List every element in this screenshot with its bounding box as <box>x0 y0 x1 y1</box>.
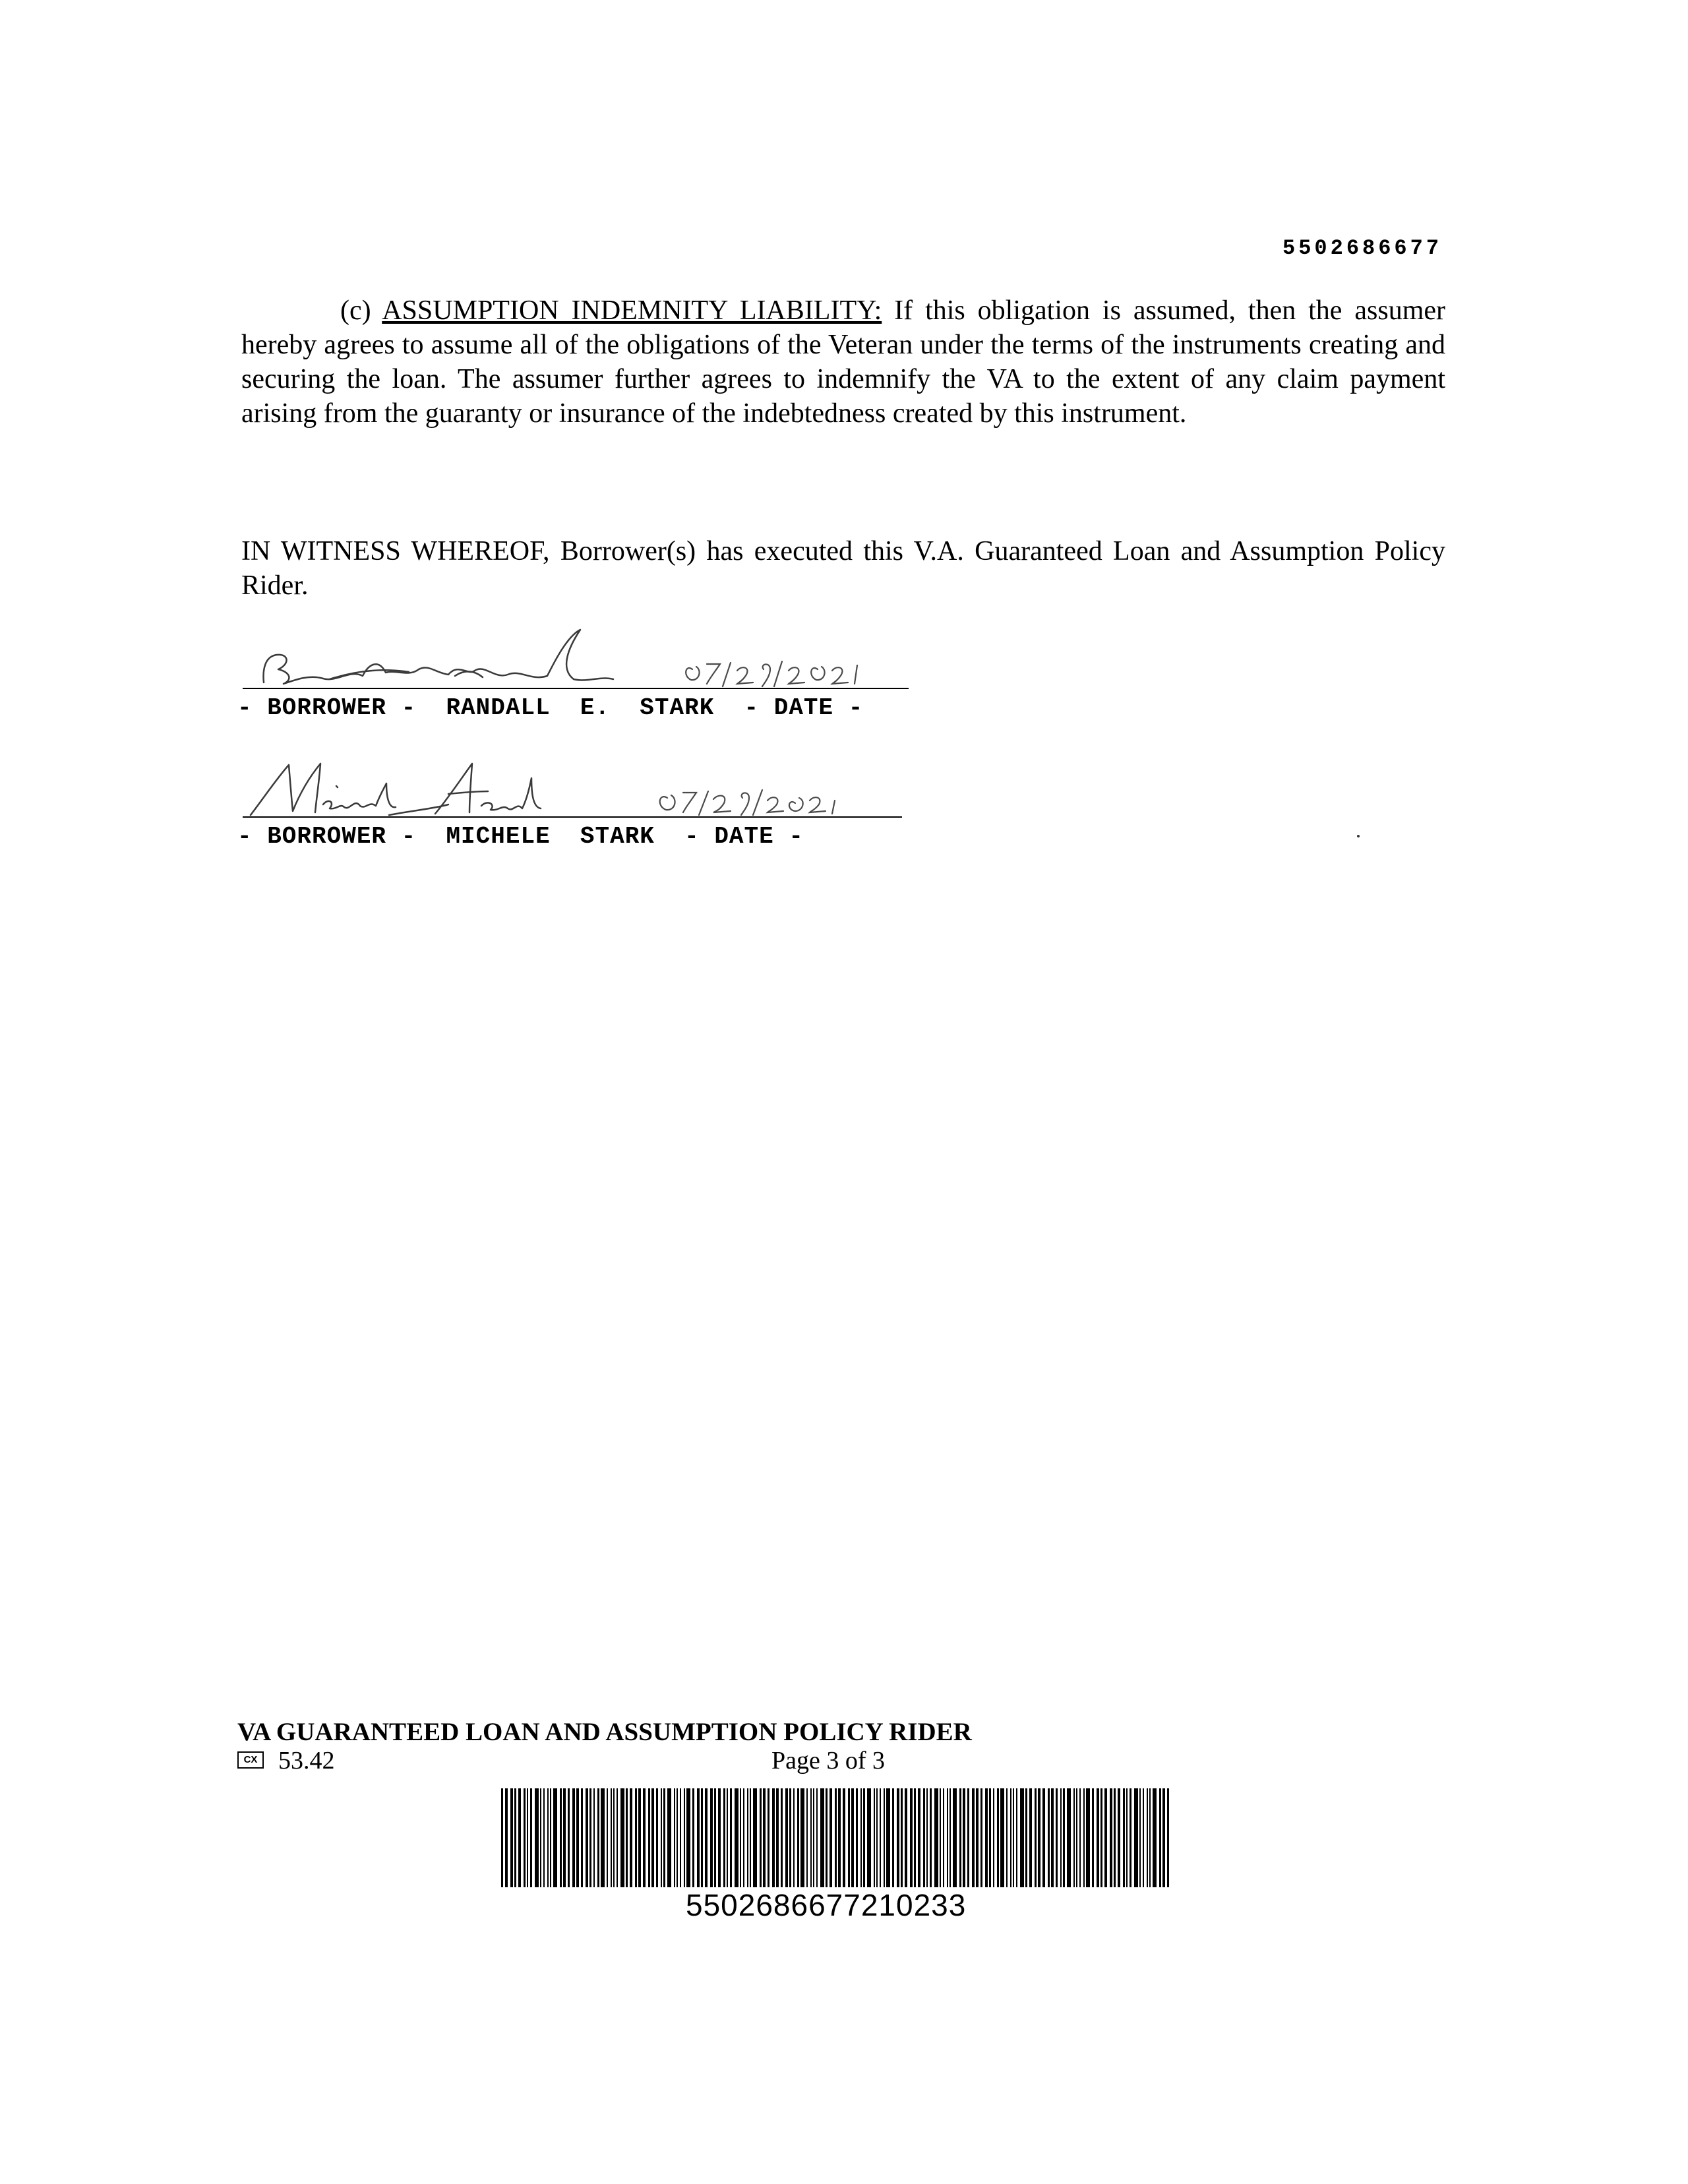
barcode-bar <box>684 1788 685 1887</box>
section-c-heading: ASSUMPTION INDEMNITY LIABILITY: <box>382 295 882 326</box>
barcode-bar <box>1086 1788 1090 1887</box>
barcode-bar <box>1029 1788 1032 1887</box>
barcode-bar <box>1042 1788 1045 1887</box>
barcode-bar <box>901 1788 903 1887</box>
barcode-bar <box>553 1788 557 1887</box>
barcode-bar <box>940 1788 941 1887</box>
barcode-bar <box>905 1788 907 1887</box>
barcode-bar <box>1038 1788 1040 1887</box>
barcode-bar <box>601 1788 605 1887</box>
barcode-bar <box>1092 1788 1094 1887</box>
barcode-bar <box>897 1788 899 1887</box>
barcode-bar <box>768 1788 769 1887</box>
barcode-bar <box>923 1788 925 1887</box>
barcode-bar <box>989 1788 991 1887</box>
barcode-bar <box>753 1788 757 1887</box>
barcode-bar <box>560 1788 562 1887</box>
barcode-bar <box>813 1788 814 1887</box>
barcode-bar <box>593 1788 595 1887</box>
barcode-bar <box>856 1788 858 1887</box>
barcode-bar <box>743 1788 744 1887</box>
barcode-bar <box>1147 1788 1148 1887</box>
barcode-bar <box>810 1788 812 1887</box>
barcode-bar <box>867 1788 871 1887</box>
barcode-bar <box>947 1788 948 1887</box>
barcode-bar <box>950 1788 951 1887</box>
barcode-bar <box>1076 1788 1077 1887</box>
barcode-bar <box>918 1788 920 1887</box>
barcode-bar <box>980 1788 982 1887</box>
barcode-bar <box>1167 1788 1169 1887</box>
barcode-bar <box>535 1788 539 1887</box>
page-number: Page 3 of 3 <box>771 1747 886 1774</box>
barcode-bar <box>1020 1788 1024 1887</box>
signature-area <box>237 752 963 818</box>
barcode-bar <box>1097 1788 1099 1887</box>
barcode-bar <box>572 1788 575 1887</box>
barcode-bar <box>997 1788 999 1887</box>
barcode-bar <box>806 1788 808 1887</box>
barcode-bar <box>892 1788 894 1887</box>
barcode-bar <box>829 1788 832 1887</box>
barcode-bar <box>648 1788 650 1887</box>
barcode-bar <box>643 1788 646 1887</box>
barcode-bar <box>1114 1788 1116 1887</box>
barcode-bar <box>776 1788 779 1887</box>
handwritten-signature-michele <box>237 752 963 818</box>
barcode-bar <box>993 1788 994 1887</box>
barcode-bar <box>800 1788 804 1887</box>
barcode-bar <box>723 1788 725 1887</box>
barcode-bar <box>972 1788 975 1887</box>
barcode-bar <box>820 1788 824 1887</box>
barcode-bar <box>1051 1788 1054 1887</box>
barcode-bar <box>651 1788 654 1887</box>
barcode-number: 5502686677210233 <box>686 1888 967 1922</box>
barcode-bar <box>1079 1788 1081 1887</box>
barcode-bar <box>851 1788 854 1887</box>
barcode-bar <box>505 1788 508 1887</box>
barcode-bar <box>848 1788 850 1887</box>
barcode-bar <box>630 1788 632 1887</box>
barcode-bar <box>1016 1788 1017 1887</box>
barcode-bar <box>886 1788 890 1887</box>
barcode-bar <box>876 1788 878 1887</box>
form-type-icon: CX <box>237 1751 264 1769</box>
barcode-bar <box>874 1788 875 1887</box>
barcode-bar <box>581 1788 583 1887</box>
barcode-bar <box>838 1788 841 1887</box>
section-c-prefix: (c) <box>340 295 382 326</box>
barcode-bar <box>1162 1788 1165 1887</box>
barcode-bar <box>518 1788 521 1887</box>
barcode-bar <box>530 1788 532 1887</box>
barcode-bar <box>611 1788 612 1887</box>
barcode-bar <box>563 1788 566 1887</box>
barcode-bar <box>1000 1788 1004 1887</box>
barcode-bar <box>718 1788 721 1887</box>
barcode-bar <box>686 1788 690 1887</box>
barcode-bar <box>910 1788 913 1887</box>
barcode-bar <box>747 1788 748 1887</box>
barcode-bar <box>727 1788 728 1887</box>
barcode-bar <box>781 1788 783 1887</box>
barcode-bar <box>543 1788 545 1887</box>
barcode-bar <box>816 1788 818 1887</box>
barcode-bar <box>527 1788 528 1887</box>
barcode-bar <box>1134 1788 1138 1887</box>
barcode-bar <box>674 1788 675 1887</box>
barcode-bar <box>638 1788 641 1887</box>
barcode-bar <box>550 1788 551 1887</box>
barcode-bar <box>1130 1788 1131 1887</box>
barcode-bar <box>540 1788 541 1887</box>
barcode-bar <box>589 1788 591 1887</box>
barcode <box>501 1788 1174 1887</box>
barcode-bar <box>884 1788 885 1887</box>
signature-caption-michele: - BORROWER - MICHELE STARK - DATE - <box>237 823 804 850</box>
barcode-bar <box>714 1788 716 1887</box>
barcode-bar <box>620 1788 624 1887</box>
barcode-bar <box>985 1788 988 1887</box>
barcode-bar <box>701 1788 703 1887</box>
barcode-bar <box>692 1788 694 1887</box>
barcode-bar <box>617 1788 618 1887</box>
barcode-bar <box>843 1788 845 1887</box>
signature-block-michele <box>237 752 963 850</box>
signature-line <box>243 816 902 818</box>
section-c-body: If this obligation is assumed, then the assumer hereby agrees to assume all of the obligations of the Veteran under the terms of the instruments creating and securing the loan. The assumer further agrees to indemnify the VA to the extent of any claim payment arising from the guaranty or insurance of the indebtedness created by this instrument. <box>241 295 1445 429</box>
barcode-bar <box>1060 1788 1062 1887</box>
barcode-bar <box>1123 1788 1125 1887</box>
barcode-bar <box>1149 1788 1151 1887</box>
barcode-bar <box>926 1788 928 1887</box>
barcode-bar <box>1073 1788 1075 1887</box>
signature-caption-randall: - BORROWER - RANDALL E. STARK - DATE - <box>237 694 864 721</box>
witness-paragraph: IN WITNESS WHEREOF, Borrower(s) has executed this V.A. Guaranteed Loan and Assumption Policy Rider. <box>241 536 1445 601</box>
barcode-bar <box>763 1788 766 1887</box>
barcode-bar <box>1048 1788 1050 1887</box>
barcode-bar <box>663 1788 665 1887</box>
barcode-bar <box>514 1788 516 1887</box>
barcode-bar <box>1010 1788 1011 1887</box>
barcode-bar <box>835 1788 837 1887</box>
barcode-bar <box>524 1788 526 1887</box>
barcode-bar <box>597 1788 599 1887</box>
barcode-bar <box>1159 1788 1161 1887</box>
barcode-bar <box>860 1788 862 1887</box>
signature-block-randall <box>237 623 963 721</box>
barcode-bar <box>680 1788 681 1887</box>
barcode-bar <box>959 1788 961 1887</box>
barcode-bar <box>1063 1788 1065 1887</box>
barcode-bar <box>501 1788 503 1887</box>
barcode-bar <box>656 1788 658 1887</box>
barcode-bar <box>1139 1788 1141 1887</box>
barcode-bar <box>793 1788 795 1887</box>
barcode-bar <box>1118 1788 1120 1887</box>
barcode-bar <box>547 1788 549 1887</box>
barcode-bar <box>772 1788 775 1887</box>
barcode-bar <box>710 1788 713 1887</box>
barcode-bar <box>1067 1788 1071 1887</box>
barcode-bar <box>750 1788 751 1887</box>
barcode-bar <box>1104 1788 1107 1887</box>
barcode-bar <box>661 1788 662 1887</box>
barcode-bar <box>607 1788 608 1887</box>
barcode-bar <box>914 1788 916 1887</box>
barcode-bar <box>568 1788 570 1887</box>
barcode-bar <box>760 1788 762 1887</box>
form-title: VA GUARANTEED LOAN AND ASSUMPTION POLICY RIDER <box>237 1718 972 1746</box>
barcode-bar <box>1100 1788 1102 1887</box>
barcode-bar <box>1153 1788 1157 1887</box>
barcode-bar <box>635 1788 637 1887</box>
barcode-bar <box>943 1788 944 1887</box>
barcode-bar <box>1110 1788 1112 1887</box>
barcode-bar <box>667 1788 671 1887</box>
barcode-bar <box>785 1788 788 1887</box>
form-number: 53.42 <box>278 1747 335 1774</box>
barcode-bar <box>576 1788 579 1887</box>
stray-mark <box>1357 835 1360 837</box>
barcode-bar <box>1035 1788 1037 1887</box>
barcode-bar <box>930 1788 932 1887</box>
barcode-bar <box>863 1788 865 1887</box>
barcode-bar <box>1126 1788 1128 1887</box>
barcode-bar <box>1143 1788 1144 1887</box>
signature-area <box>237 623 963 689</box>
barcode-bar <box>1006 1788 1008 1887</box>
barcode-bar <box>1013 1788 1014 1887</box>
barcode-bar <box>705 1788 708 1887</box>
signature-line <box>243 688 909 689</box>
barcode-bar <box>510 1788 513 1887</box>
barcode-bar <box>963 1788 965 1887</box>
barcode-bar <box>880 1788 881 1887</box>
barcode-bar <box>697 1788 700 1887</box>
assumption-indemnity-paragraph <box>241 293 1445 431</box>
barcode-bar <box>826 1788 828 1887</box>
loan-number: 5502686677 <box>1282 236 1443 260</box>
barcode-bar <box>735 1788 738 1887</box>
barcode-bar <box>934 1788 938 1887</box>
barcode-bar <box>953 1788 957 1887</box>
barcode-bar <box>613 1788 615 1887</box>
barcode-bar <box>976 1788 979 1887</box>
barcode-bar <box>586 1788 588 1887</box>
barcode-bar <box>740 1788 741 1887</box>
form-footer-row <box>237 1746 963 1775</box>
barcode-bar <box>789 1788 791 1887</box>
barcode-bar <box>797 1788 799 1887</box>
barcode-bar <box>1056 1788 1058 1887</box>
barcode-bar <box>1025 1788 1027 1887</box>
barcode-bar <box>1083 1788 1085 1887</box>
barcode-bar <box>730 1788 732 1887</box>
barcode-bar <box>967 1788 969 1887</box>
barcode-bar <box>677 1788 678 1887</box>
barcode-bar <box>626 1788 628 1887</box>
handwritten-signature-randall <box>237 623 963 689</box>
